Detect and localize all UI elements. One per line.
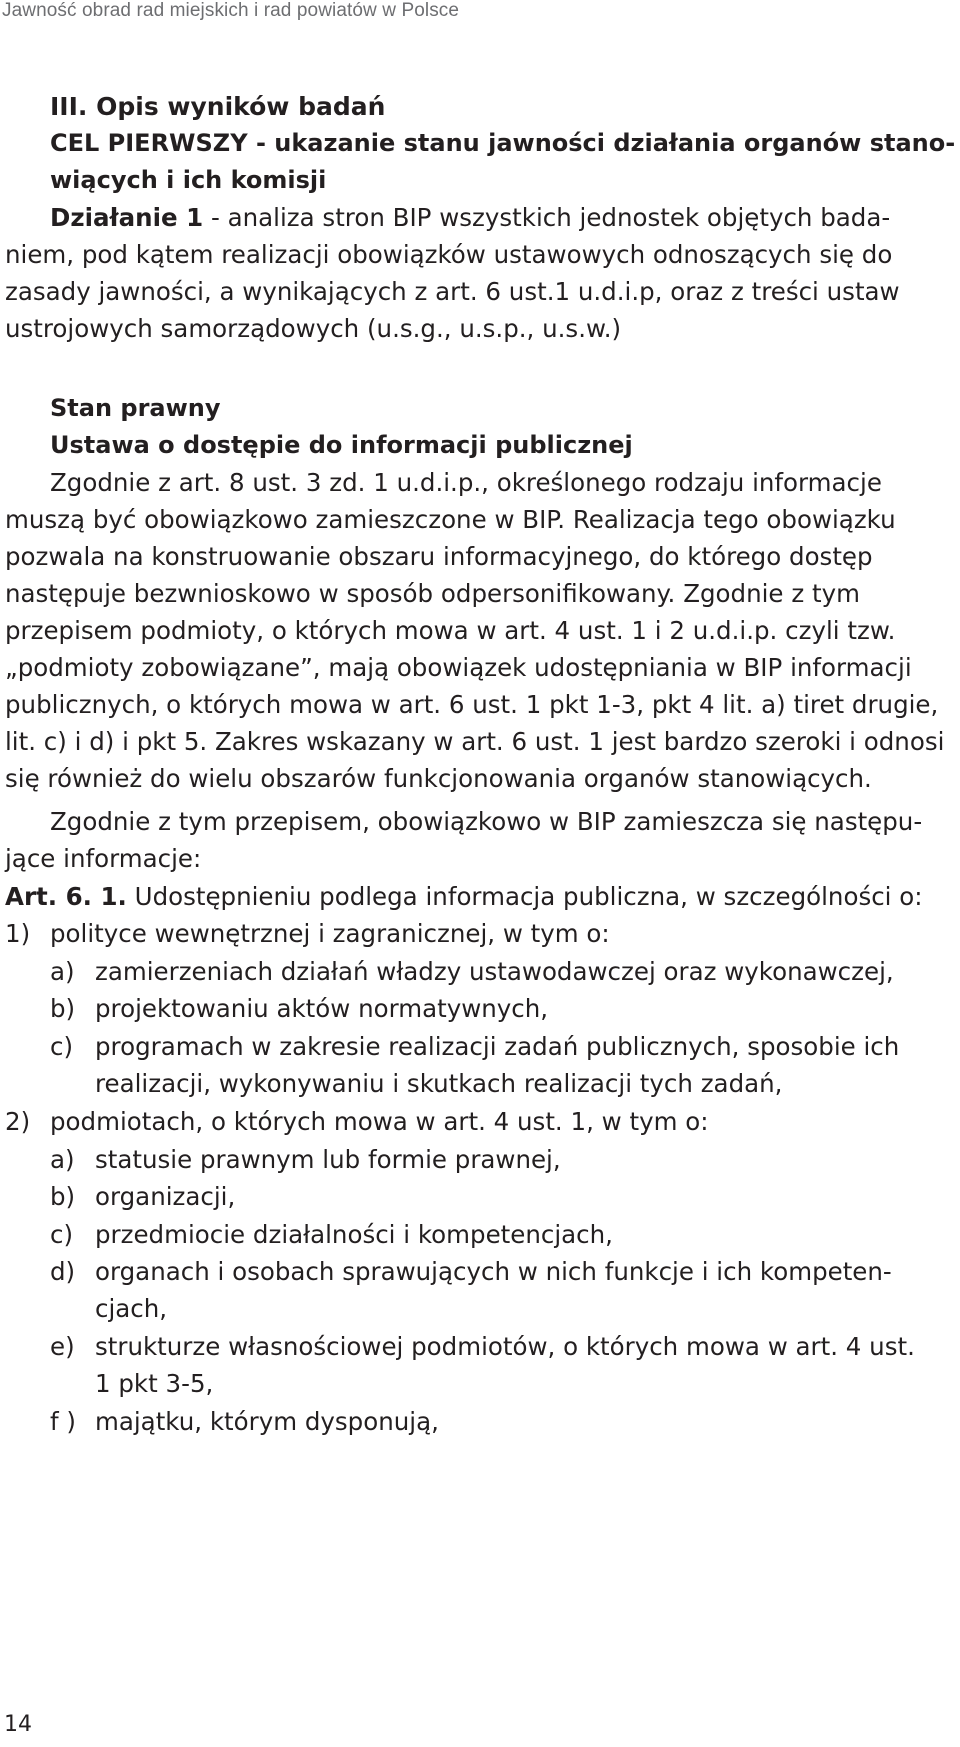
- subitem-text: zamierzeniach działań władzy ustawodawczej oraz wykonawczej,: [95, 957, 894, 986]
- subitem-marker: b): [50, 994, 76, 1023]
- paragraph1-line: następuje bezwnioskowo w sposób odpersonifikowany. Zgodnie z tym: [5, 579, 860, 608]
- paragraph2-line: Zgodnie z tym przepisem, obowiązkowo w BIP zamieszcza się następu-: [50, 807, 923, 836]
- list-item-marker: 2): [5, 1107, 31, 1136]
- article-text: Udostępnieniu podlega informacja publiczna, w szczególności o:: [126, 882, 923, 911]
- subitem-marker: d): [50, 1257, 76, 1286]
- paragraph1-line: lit. c) i d) i pkt 5. Zakres wskazany w art. 6 ust. 1 jest bardzo szeroki i odnosi: [5, 727, 945, 756]
- subitem-marker: a): [50, 957, 75, 986]
- action-line1-rest: - analiza stron BIP wszystkich jednostek objętych bada-: [203, 203, 891, 232]
- running-header: Jawność obrad rad miejskich i rad powiatów w Polsce: [2, 0, 460, 21]
- goal-heading-line1: CEL PIERWSZY - ukazanie stanu jawności działania organów stano-: [50, 129, 956, 157]
- paragraph1-line: się również do wielu obszarów funkcjonowania organów stanowiących.: [5, 764, 872, 793]
- subitem-text: organach i osobach sprawujących w nich funkcje i ich kompeten-: [95, 1257, 892, 1286]
- subitem-marker: a): [50, 1145, 75, 1174]
- goal-heading-line2: wiących i ich komisji: [50, 166, 327, 194]
- action-line2: niem, pod kątem realizacji obowiązków ustawowych odnoszących się do: [5, 240, 893, 269]
- paragraph1-line: przepisem podmioty, o których mowa w art. 4 ust. 1 i 2 u.d.i.p. czyli tzw.: [5, 616, 896, 645]
- paragraph1-line: „podmioty zobowiązane”, mają obowiązek udostępniania w BIP informacji: [5, 653, 912, 682]
- subitem-marker: f ): [50, 1407, 76, 1436]
- article-line: [5, 882, 923, 912]
- subitem-text: programach w zakresie realizacji zadań publicznych, sposobie ich: [95, 1032, 900, 1061]
- subitem-text: przedmiocie działalności i kompetencjach,: [95, 1220, 613, 1249]
- paragraph1-line: pozwala na konstruowanie obszaru informacyjnego, do którego dostęp: [5, 542, 873, 571]
- paragraph1-line: Zgodnie z art. 8 ust. 3 zd. 1 u.d.i.p., określonego rodzaju informacje: [50, 468, 882, 497]
- action-label: Działanie 1: [50, 203, 204, 232]
- subitem-marker: b): [50, 1182, 76, 1211]
- action-line3: zasady jawności, a wynikających z art. 6 ust.1 u.d.i.p, oraz z treści ustaw: [5, 277, 900, 306]
- section-heading: III. Opis wyników badań: [50, 92, 386, 121]
- action-line4: ustrojowych samorządowych (u.s.g., u.s.p., u.s.w.): [5, 314, 622, 343]
- subsection-title: Stan prawny: [50, 394, 221, 422]
- subitem-text: realizacji, wykonywaniu i skutkach realizacji tych zadań,: [95, 1069, 783, 1098]
- list-item-marker: 1): [5, 919, 31, 948]
- page-number: 14: [4, 1712, 32, 1737]
- paragraph2-line: jące informacje:: [5, 844, 202, 873]
- paragraph1-line: publicznych, o których mowa w art. 6 ust. 1 pkt 1-3, pkt 4 lit. a) tiret drugie,: [5, 690, 939, 719]
- subitem-text: strukturze własnościowej podmiotów, o których mowa w art. 4 ust.: [95, 1332, 915, 1361]
- paragraph1-line: muszą być obowiązkowo zamieszczone w BIP. Realizacja tego obowiązku: [5, 505, 896, 534]
- action-line1: [50, 203, 891, 233]
- list-item-text: podmiotach, o których mowa w art. 4 ust. 1, w tym o:: [50, 1107, 709, 1136]
- subsection-subtitle: Ustawa o dostępie do informacji publicznej: [50, 431, 633, 459]
- subitem-text: statusie prawnym lub formie prawnej,: [95, 1145, 561, 1174]
- list-item-text: polityce wewnętrznej i zagranicznej, w tym o:: [50, 919, 610, 948]
- subitem-marker: c): [50, 1220, 74, 1249]
- subitem-text: organizacji,: [95, 1182, 236, 1211]
- subitem-text: projektowaniu aktów normatywnych,: [95, 994, 549, 1023]
- article-label: Art. 6. 1.: [5, 882, 127, 911]
- subitem-marker: e): [50, 1332, 75, 1361]
- subitem-marker: c): [50, 1032, 74, 1061]
- subitem-text: 1 pkt 3-5,: [95, 1369, 214, 1398]
- subitem-text: cjach,: [95, 1294, 168, 1323]
- subitem-text: majątku, którym dysponują,: [95, 1407, 439, 1436]
